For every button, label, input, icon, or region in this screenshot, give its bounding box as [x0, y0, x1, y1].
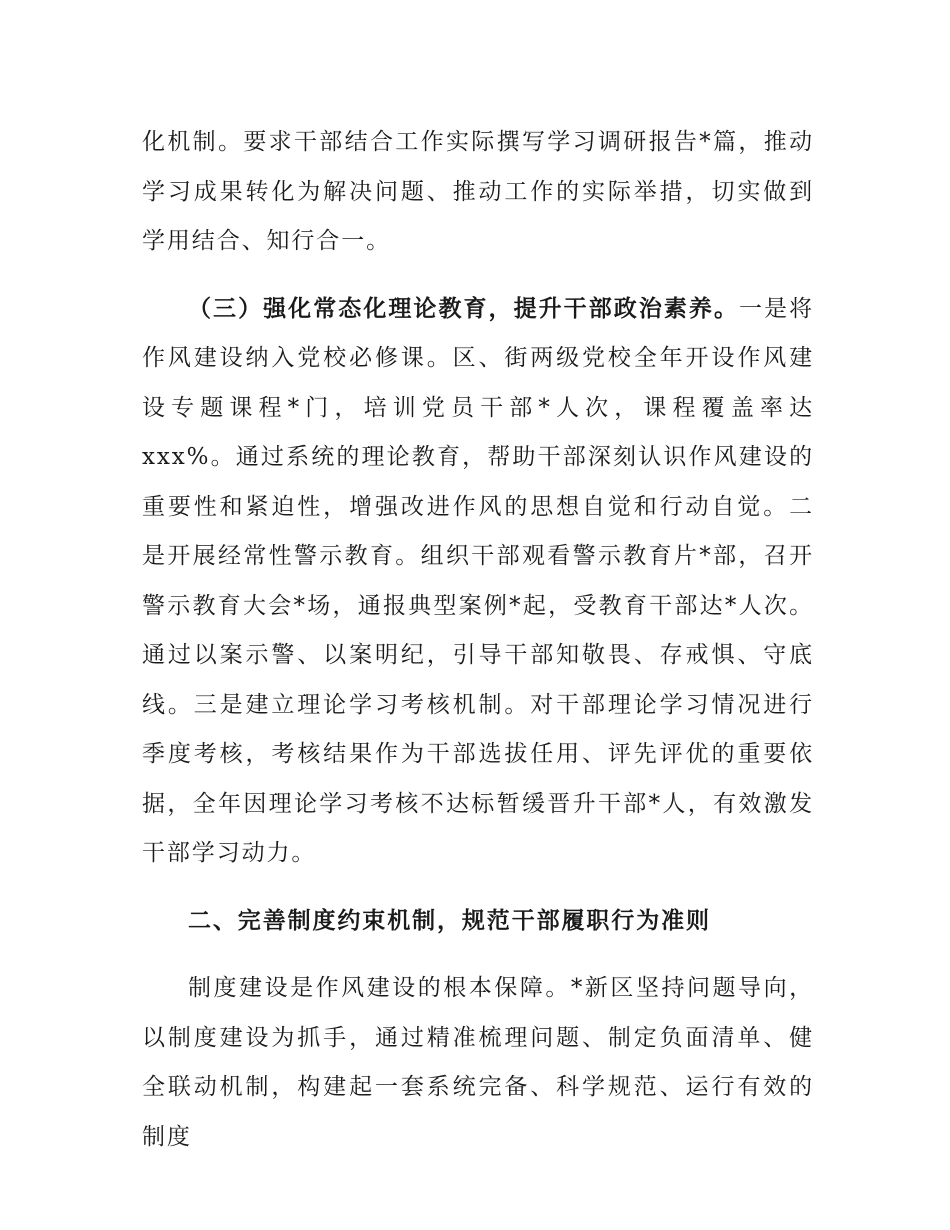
paragraph-continuation: 化机制。要求干部结合工作实际撰写学习调研报告*篇，推动学习成果转化为解决问题、推动工作的实际举措，切实做到学用结合、知行合一。	[142, 129, 814, 254]
section-heading-two: 二、完善制度约束机制，规范干部履职行为准则	[188, 907, 711, 934]
section-three-lead: （三）强化常态化理论教育，提升干部政治素养。	[188, 295, 739, 322]
paragraph-institution: 制度建设是作风建设的根本保障。*新区坚持问题导向，以制度建设为抓手，通过精准梳理问题、制定负面清单、健全联动机制，构建起一套系统完备、科学规范、运行有效的制度	[142, 975, 814, 1150]
section-three-body: 一是将作风建设纳入党校必修课。区、街两级党校全年开设作风建设专题课程*门，培训党员干部*人次，课程覆盖率达 xxx%。通过系统的理论教育，帮助干部深刻认识作风建设的重要性和紧迫性，增强改进作风的思想自觉和行动自觉。二是开展经常性警示教育。组织干部观看警示教育片*部，召开警示教育大会*场，通报典型案例*起，受教育干部达*人次。通过以案示警、以案明纪，引导干部知敬畏、存戒惧、守底线。三是建立理论学习考核机制。对干部理论学习情况进行季度考核，考核结果作为干部选拔任用、评先评优的重要依据，全年因理论学习考核不达标暂缓晋升干部*人，有效激发干部学习动力。	[142, 295, 814, 866]
document-page	[142, 118, 814, 1162]
paragraph-section-three	[142, 285, 814, 879]
